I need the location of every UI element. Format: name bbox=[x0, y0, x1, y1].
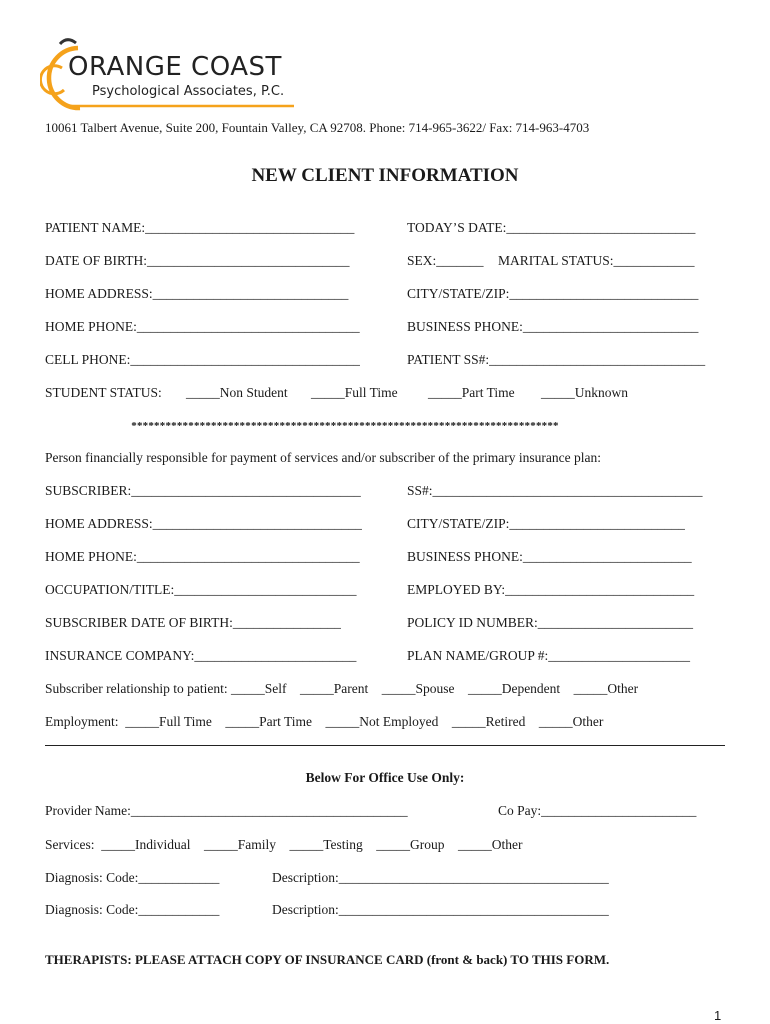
address-line: 10061 Talbert Avenue, Suite 200, Fountain Valley, CA 92708. Phone: 714-965-3622/ Fax: 714-963-4703 bbox=[45, 120, 590, 135]
date-of-birth-field[interactable]: DATE OF BIRTH:______________________________ bbox=[45, 253, 350, 268]
student-option-full-time[interactable]: _____Full Time bbox=[311, 385, 398, 400]
logo-name: ORANGE COAST bbox=[68, 52, 282, 82]
subscriber-field[interactable]: SUBSCRIBER:__________________________________ bbox=[45, 483, 361, 498]
city-state-zip-field[interactable]: CITY/STATE/ZIP:____________________________ bbox=[407, 286, 699, 301]
diagnosis-description-1-field[interactable]: Description:________________________________________ bbox=[272, 870, 609, 885]
employment-options[interactable]: Employment: _____Full Time _____Part Time _____Not Employed _____Retired _____Other bbox=[45, 714, 604, 729]
business-phone-field[interactable]: BUSINESS PHONE:__________________________ bbox=[407, 319, 699, 334]
responsible-intro: Person financially responsible for payment of services and/or subscriber of the primary insurance plan: bbox=[45, 450, 601, 465]
plan-name-field[interactable]: PLAN NAME/GROUP #:_____________________ bbox=[407, 648, 691, 663]
occupation-field[interactable]: OCCUPATION/TITLE:___________________________ bbox=[45, 582, 357, 597]
services-options[interactable]: Services: _____Individual _____Family _____Testing _____Group _____Other bbox=[45, 837, 523, 852]
subscriber-home-phone-field[interactable]: HOME PHONE:_________________________________ bbox=[45, 549, 360, 564]
student-option-unknown[interactable]: _____Unknown bbox=[541, 385, 628, 400]
cell-phone-field[interactable]: CELL PHONE:__________________________________ bbox=[45, 352, 360, 367]
policy-id-field[interactable]: POLICY ID NUMBER:_______________________ bbox=[407, 615, 694, 630]
marital-status-field[interactable]: MARITAL STATUS:____________ bbox=[498, 253, 695, 268]
student-option-part-time[interactable]: _____Part Time bbox=[428, 385, 515, 400]
employed-by-field[interactable]: EMPLOYED BY:____________________________ bbox=[407, 582, 695, 597]
subscriber-city-state-zip-field[interactable]: CITY/STATE/ZIP:__________________________ bbox=[407, 516, 685, 531]
subscriber-ss-field[interactable]: SS#:________________________________________ bbox=[407, 483, 703, 498]
office-use-title: Below For Office Use Only: bbox=[305, 770, 465, 785]
home-address-field[interactable]: HOME ADDRESS:_____________________________ bbox=[45, 286, 349, 301]
subscriber-business-phone-field[interactable]: BUSINESS PHONE:_________________________ bbox=[407, 549, 692, 564]
insurance-company-field[interactable]: INSURANCE COMPANY:________________________ bbox=[45, 648, 357, 663]
patient-name-field[interactable]: PATIENT NAME:_______________________________ bbox=[45, 220, 355, 235]
patient-ss-field[interactable]: PATIENT SS#:________________________________ bbox=[407, 352, 706, 367]
subscriber-dob-field[interactable]: SUBSCRIBER DATE OF BIRTH:________________ bbox=[45, 615, 341, 630]
copay-field[interactable]: Co Pay:_______________________ bbox=[498, 803, 697, 818]
section-divider bbox=[45, 745, 725, 746]
diagnosis-code-1-field[interactable]: Diagnosis: Code:____________ bbox=[45, 870, 220, 885]
todays-date-field[interactable]: TODAY’S DATE:____________________________ bbox=[407, 220, 696, 235]
separator-stars: *************************************************************************** bbox=[131, 420, 559, 432]
student-option-non-student[interactable]: _____Non Student bbox=[186, 385, 288, 400]
home-phone-field[interactable]: HOME PHONE:_________________________________ bbox=[45, 319, 360, 334]
diagnosis-description-2-field[interactable]: Description:________________________________________ bbox=[272, 902, 609, 917]
relationship-options[interactable]: Subscriber relationship to patient: _____Self _____Parent _____Spouse _____Dependent _____Other bbox=[45, 681, 639, 696]
diagnosis-code-2-field[interactable]: Diagnosis: Code:____________ bbox=[45, 902, 220, 917]
subscriber-home-address-field[interactable]: HOME ADDRESS:_______________________________ bbox=[45, 516, 362, 531]
sex-field[interactable]: SEX:_______ bbox=[407, 253, 484, 268]
attach-insurance-note: THERAPISTS: PLEASE ATTACH COPY OF INSURANCE CARD (front & back) TO THIS FORM. bbox=[45, 952, 610, 967]
logo-subtitle: Psychological Associates, P.C. bbox=[92, 84, 285, 99]
page-title: NEW CLIENT INFORMATION bbox=[251, 165, 519, 186]
student-status-label: STUDENT STATUS: bbox=[45, 385, 162, 400]
provider-name-field[interactable]: Provider Name:_________________________________________ bbox=[45, 803, 408, 818]
page-number: 1 bbox=[714, 1008, 722, 1023]
